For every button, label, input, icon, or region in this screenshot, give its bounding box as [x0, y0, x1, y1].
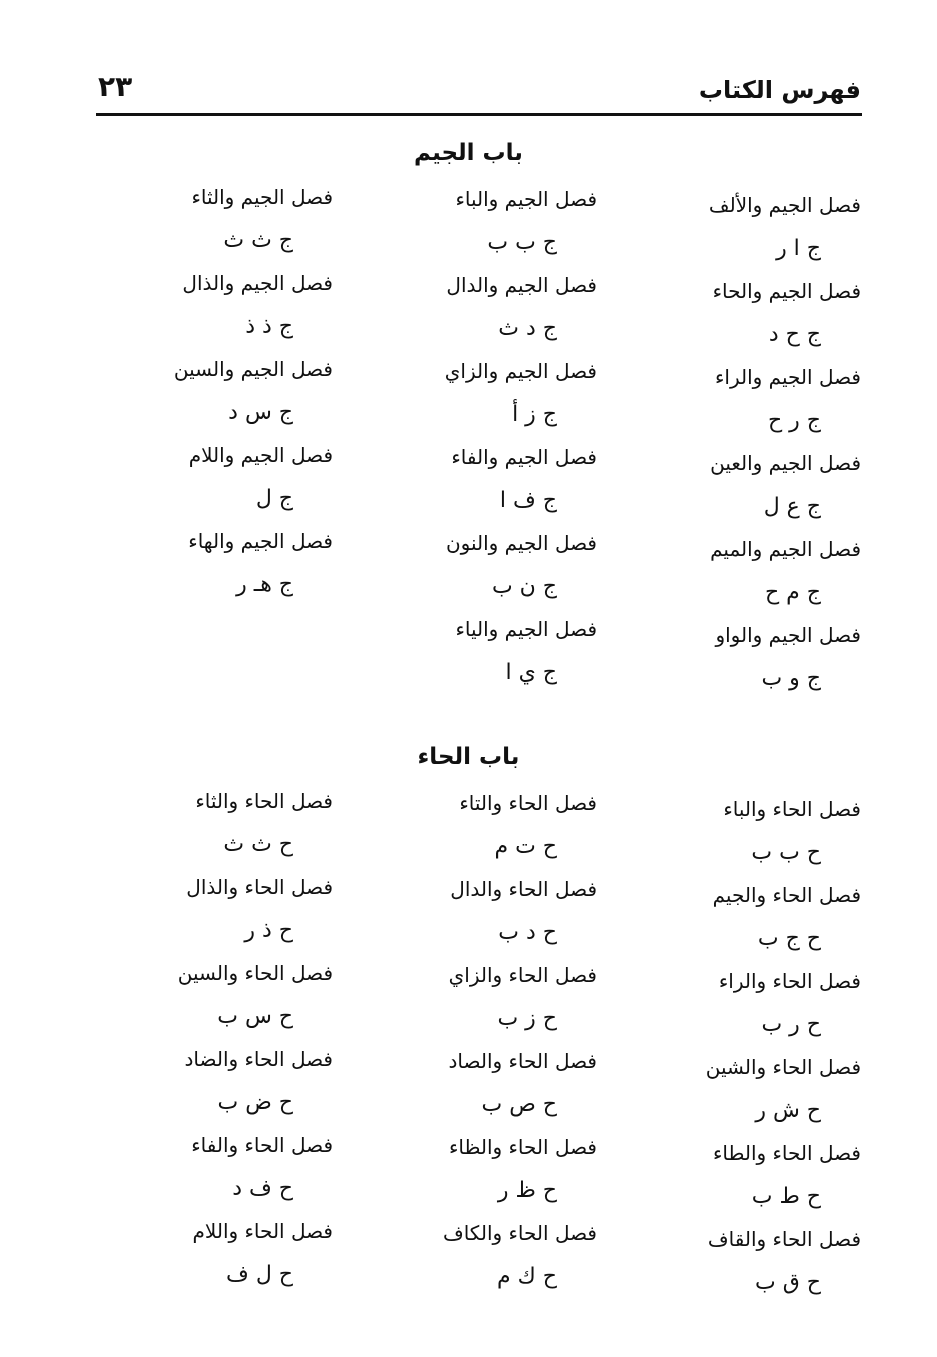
entry-label: فصل الحاء واللام	[192, 1219, 333, 1243]
entry-root: ح س ب	[217, 1004, 293, 1029]
entry-root: ج ن ب	[491, 574, 557, 599]
entry-root: ح د ب	[498, 920, 557, 945]
entry-label: فصل الحاء والجيم	[712, 883, 861, 907]
index-entry	[715, 362, 861, 436]
index-entry	[709, 190, 861, 264]
entry-label: فصل الحاء والزاي	[448, 963, 597, 987]
index-entry	[723, 794, 861, 868]
entry-label: فصل الحاء والراء	[718, 969, 861, 993]
index-entry	[455, 184, 597, 258]
index-entry	[710, 448, 861, 522]
entry-root: ج ح د	[768, 322, 821, 347]
entry-root: ح ر ب	[761, 1012, 821, 1037]
entry-label: فصل الحاء والتاء	[459, 791, 597, 815]
entry-label: فصل الجيم والياء	[455, 617, 597, 641]
index-entry	[713, 1138, 861, 1212]
entry-root: ح ث ث	[223, 832, 293, 857]
index-entry	[713, 276, 861, 350]
entry-label: فصل الجيم والذال	[182, 271, 333, 295]
index-entry	[189, 440, 333, 514]
entry-root: ح ج ب	[757, 926, 821, 951]
entry-root: ح ل ف	[226, 1262, 293, 1287]
entry-label: فصل الحاء والكاف	[442, 1221, 597, 1245]
entry-root: ج م ح	[764, 580, 821, 605]
entry-root: ح ض ب	[217, 1090, 293, 1115]
entry-root: ح ط ب	[751, 1184, 821, 1209]
entry-root: ج ي ا	[505, 660, 557, 685]
index-entry	[451, 442, 597, 516]
entry-root: ح ب ب	[751, 840, 821, 865]
entry-label: فصل الحاء والسين	[177, 961, 333, 985]
chapter-title-ha: باب الحاء	[417, 744, 520, 770]
entry-label: فصل الحاء والفاء	[191, 1133, 333, 1157]
running-title: فهرس الكتاب	[698, 76, 861, 104]
entry-label: فصل الجيم والدال	[446, 273, 597, 297]
index-entry	[449, 1046, 597, 1120]
index-entry	[719, 966, 861, 1040]
entry-root: ح ظ ر	[497, 1178, 557, 1203]
entry-label: فصل الحاء والضاد	[184, 1047, 333, 1071]
entry-root: ج س د	[228, 400, 293, 425]
index-entry	[710, 534, 861, 608]
entry-label: فصل الجيم والحاء	[712, 279, 861, 303]
entry-label: فصل الحاء والشين	[705, 1055, 861, 1079]
entry-label: فصل الحاء والثاء	[195, 789, 333, 813]
index-entry	[450, 874, 597, 948]
index-entry	[195, 786, 333, 860]
entry-label: فصل الجيم والراء	[715, 365, 861, 389]
entry-label: فصل الجيم والثاء	[191, 185, 333, 209]
entry-label: فصل الجيم والعين	[710, 451, 861, 475]
entry-root: ج ف ا	[499, 488, 557, 513]
entry-root: ح ز ب	[497, 1006, 557, 1031]
entry-root: ج ع ل	[763, 494, 821, 519]
entry-label: فصل الجيم والنون	[445, 531, 597, 555]
entry-root: ج ث ث	[223, 228, 293, 253]
index-entry	[191, 182, 333, 256]
entry-root: ج ا ر	[776, 236, 821, 261]
entry-root: ح ف د	[232, 1176, 293, 1201]
entry-root: ح ق ب	[755, 1270, 821, 1295]
index-entry	[713, 880, 861, 954]
entry-root: ج و ب	[761, 666, 821, 691]
index-entry	[455, 614, 597, 688]
entry-label: فصل الحاء والدال	[450, 877, 597, 901]
entry-label: فصل الجيم والباء	[455, 187, 597, 211]
entry-root: ح ص ب	[481, 1092, 557, 1117]
index-entry	[446, 528, 597, 602]
entry-label: فصل الجيم والواو	[715, 623, 861, 647]
index-entry	[193, 1216, 333, 1290]
entry-root: ج ل	[255, 486, 293, 511]
index-entry	[188, 526, 333, 600]
entry-label: فصل الحاء والذال	[186, 875, 333, 899]
entry-root: ج ز أ	[512, 402, 557, 427]
entry-label: فصل الجيم والفاء	[451, 445, 597, 469]
entry-root: ج د ث	[498, 316, 557, 341]
index-entry	[445, 356, 597, 430]
entry-label: فصل الجيم والميم	[710, 537, 861, 561]
index-entry	[708, 1224, 861, 1298]
index-entry	[185, 1044, 333, 1118]
index-entry	[449, 1132, 597, 1206]
entry-label: فصل الحاء والظاء	[448, 1135, 597, 1159]
entry-label: فصل الجيم والألف	[708, 193, 861, 217]
entry-label: فصل الحاء والباء	[723, 797, 861, 821]
index-entry	[446, 270, 597, 344]
entry-root: ح ت م	[494, 834, 557, 859]
entry-label: فصل الجيم والسين	[173, 357, 333, 381]
entry-label: فصل الجيم واللام	[188, 443, 333, 467]
index-entry	[191, 1130, 333, 1204]
index-entry	[174, 354, 333, 428]
entry-label: فصل الجيم والهاء	[188, 529, 333, 553]
index-entry	[459, 788, 597, 862]
index-entry	[706, 1052, 861, 1126]
entry-root: ج ذ ذ	[245, 314, 293, 339]
entry-root: ح ذ ر	[244, 918, 293, 943]
entry-label: فصل الحاء والصاد	[448, 1049, 597, 1073]
index-entry	[186, 872, 333, 946]
index-entry	[443, 1218, 597, 1292]
entry-label: فصل الجيم والزاي	[444, 359, 597, 383]
index-entry	[715, 620, 861, 694]
entry-root: ج هـ ر	[236, 572, 293, 597]
index-entry	[178, 958, 333, 1032]
entry-root: ج ر ح	[767, 408, 821, 433]
index-entry	[449, 960, 597, 1034]
page-number: ٢٣	[98, 70, 133, 103]
entry-root: ج ب ب	[487, 230, 557, 255]
entry-label: فصل الحاء والطاء	[712, 1141, 861, 1165]
chapter-title-jim: باب الجيم	[414, 140, 523, 166]
index-entry	[182, 268, 333, 342]
entry-label: فصل الحاء والقاف	[707, 1227, 861, 1251]
entry-root: ح ش ر	[755, 1098, 821, 1123]
entry-root: ح ك م	[497, 1264, 557, 1289]
